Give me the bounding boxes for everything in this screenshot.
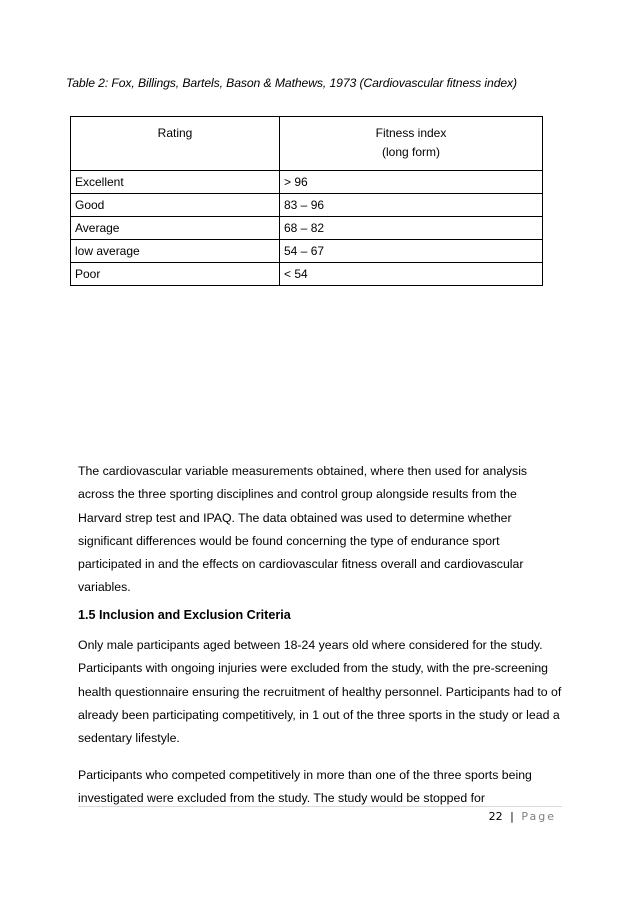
footer-separator: | (510, 810, 514, 823)
page-label: Page (521, 810, 556, 823)
rating-cell: Poor (71, 263, 280, 286)
fitness-index-table (70, 116, 543, 286)
table-row (71, 194, 543, 217)
table-row (71, 171, 543, 194)
body-paragraph-inclusion: Only male participants aged between 18-24 years old where considered for the study. Participants with ongoing injuries were excluded from the study, with the pre-screening health questionnaire ensuring the recruitment of healthy personnel. Participants had to of already been participating competitively, in 1 out of the three sports in the study or lead a sedentary lifestyle. (78, 638, 562, 746)
table-caption: Table 2: Fox, Billings, Bartels, Bason & Mathews, 1973 (Cardiovascular fitness index) (66, 76, 518, 90)
index-cell: > 96 (280, 171, 543, 194)
header-fitness-index-line2: (long form) (381, 145, 440, 159)
index-cell: < 54 (280, 263, 543, 286)
header-fitness-index-line1: Fitness index (375, 126, 447, 140)
rating-cell: Average (71, 217, 280, 240)
table-header-row (71, 117, 543, 171)
header-rating: Rating (71, 117, 280, 171)
footer-divider (78, 806, 562, 807)
table-row (71, 263, 543, 286)
index-cell: 83 – 96 (280, 194, 543, 217)
section-heading: 1.5 Inclusion and Exclusion Criteria (78, 608, 291, 622)
index-cell: 54 – 67 (280, 240, 543, 263)
page-number: 22 (488, 810, 503, 823)
table-row (71, 217, 543, 240)
body-paragraph-analysis: The cardiovascular variable measurements obtained, where then used for analysis across the three sporting disciplines and control group alongside results from the Harvard strep test and IPAQ. The data obtained was used to determine whether significant differences would be found concerning the type of endurance sport participated in and the effects on cardiovascular fitness overall and cardiovascular variables. (78, 464, 528, 595)
body-paragraph-exclusion: Participants who competed competitively in more than one of the three sports being investigated were excluded from the study. The study would be stopped for (78, 768, 532, 806)
page-footer (489, 810, 556, 824)
rating-cell: low average (71, 240, 280, 263)
index-cell: 68 – 82 (280, 217, 543, 240)
rating-cell: Excellent (71, 171, 280, 194)
table-row (71, 240, 543, 263)
rating-cell: Good (71, 194, 280, 217)
header-fitness-index (280, 117, 543, 171)
